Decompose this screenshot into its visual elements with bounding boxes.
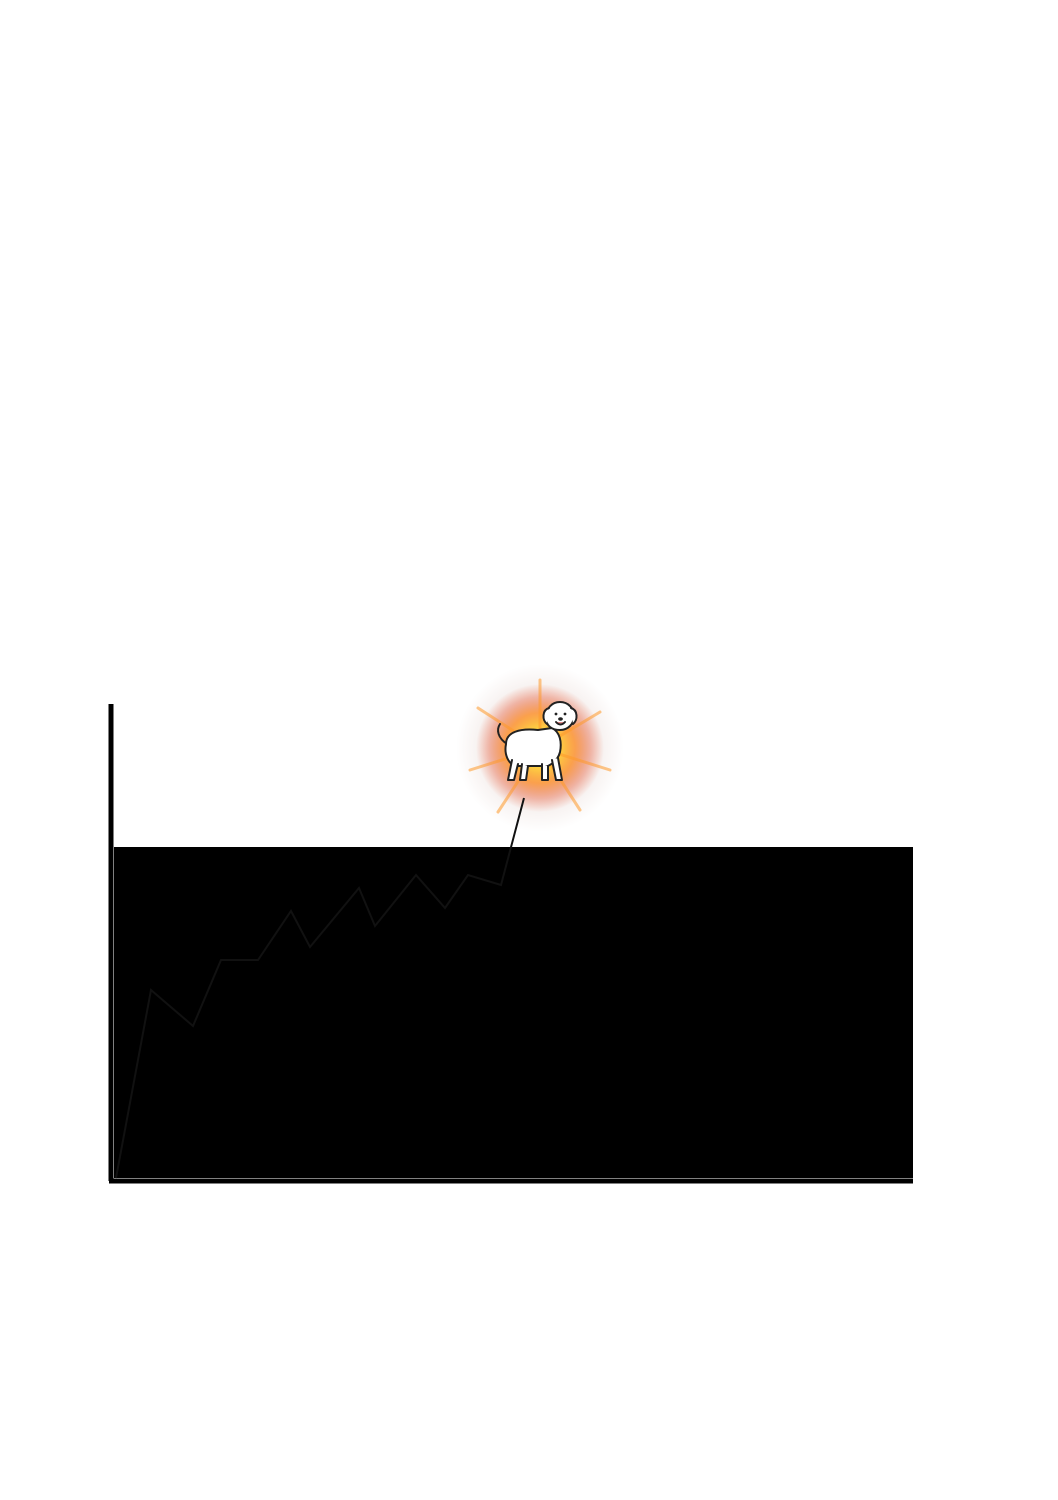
threshold-figure — [0, 620, 1058, 1220]
green-zone — [114, 967, 913, 1063]
grey-zone — [114, 1138, 913, 1178]
red-zone — [114, 847, 913, 967]
white-zone — [114, 1063, 913, 1138]
threshold-diagram — [0, 620, 1058, 1220]
